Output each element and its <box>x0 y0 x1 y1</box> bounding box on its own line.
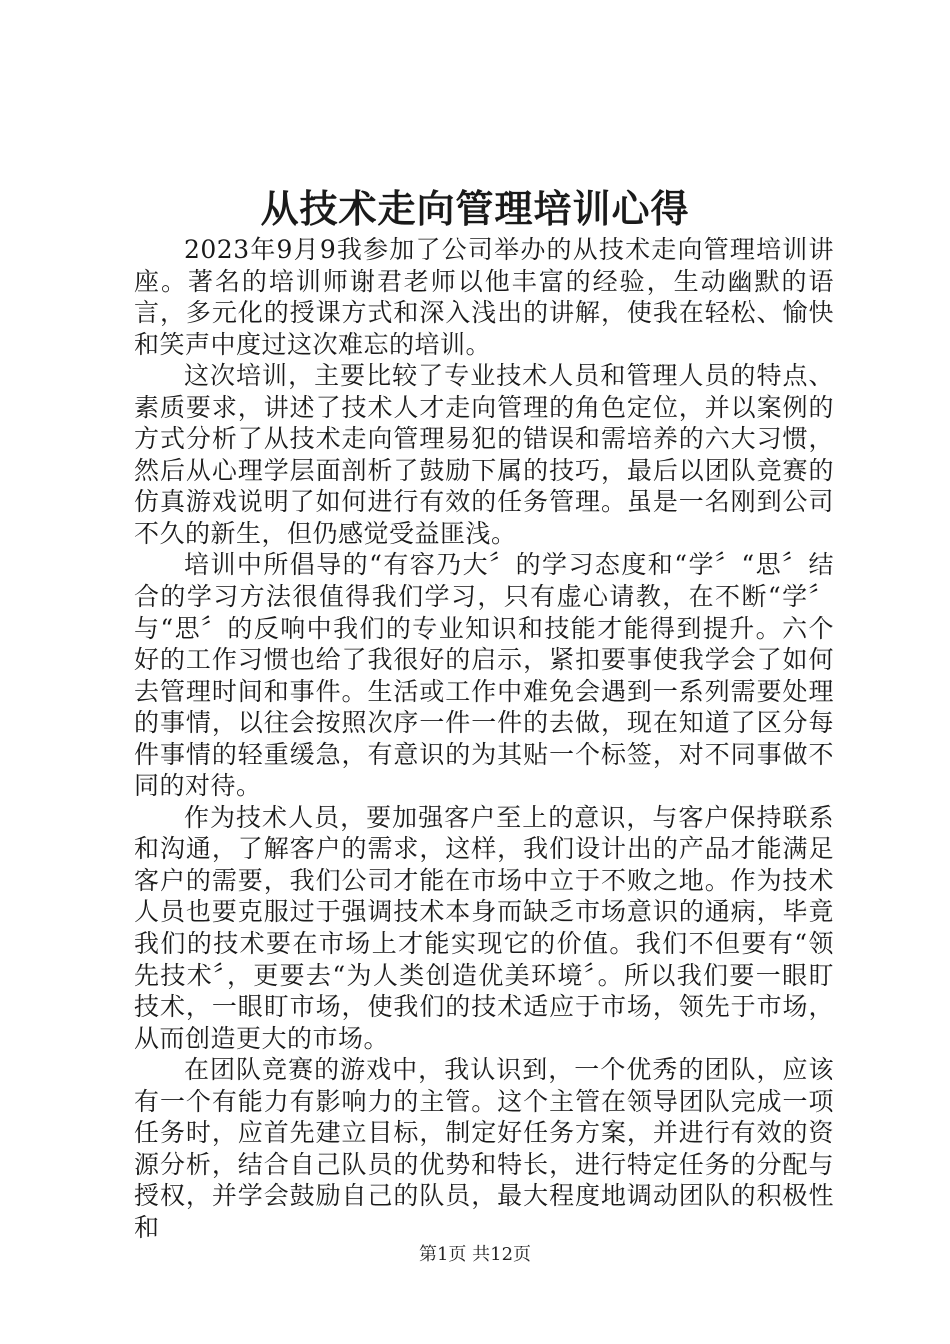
page-title: 从技术走向管理培训心得 <box>260 186 690 231</box>
paragraph: 培训中所倡导的“有容乃大〞的学习态度和“学〞“思〞结合的学习方法很值得我们学习，只有虚心请教，在不断“学〞与“思〞的反响中我们的专业知识和技能才能得到提升。六个好的工作习惯也给了我很好的启示，紧扣要事使我学会了如何去管理时间和事件。生活或工作中难免会遇到一系列需要处理的事情，以往会按照次序一件一件的去做，现在知道了区分每件事情的轻重缓急，有意识的为其贴一个标签，对不同事做不同的对待。 <box>134 550 834 801</box>
paragraph: 这次培训，主要比较了专业技术人员和管理人员的特点、素质要求，讲述了技术人才走向管理的角色定位，并以案例的方式分析了从技术走向管理易犯的错误和需培养的六大习惯，然后从心理学层面剖析了鼓励下属的技巧，最后以团队竞赛的仿真游戏说明了如何进行有效的任务管理。虽是一名刚到公司不久的新生，但仍感觉受益匪浅。 <box>134 361 834 548</box>
paragraph: 2023年9月9我参加了公司举办的从技术走向管理培训讲座。著名的培训师谢君老师以他丰富的经验，生动幽默的语言，多元化的授课方式和深入浅出的讲解，使我在轻松、愉快和笑声中度过这次难忘的培训。 <box>134 235 834 359</box>
document-body <box>134 234 834 1244</box>
paragraph: 作为技术人员，要加强客户至上的意识，与客户保持联系和沟通，了解客户的需求，这样，我们设计出的产品才能满足客户的需要，我们公司才能在市场中立于不败之地。作为技术人员也要克服过于强调技术本身而缺乏市场意识的通病，毕竟我们的技术要在市场上才能实现它的价值。我们不但要有“领先技术〞，更要去“为人类创造优美环境〞。所以我们要一眼盯技术，一眼盯市场，使我们的技术适应于市场，领先于市场，从而创造更大的市场。 <box>134 802 834 1053</box>
page-number: 第1页 共12页 <box>418 1244 532 1265</box>
paragraph: 在团队竞赛的游戏中，我认识到，一个优秀的团队，应该有一个有能力有影响力的主管。这个主管在领导团队完成一项任务时，应首先建立目标，制定好任务方案，并进行有效的资源分析，结合自己队员的优势和特长，进行特定任务的分配与授权，并学会鼓励自己的队员，最大程度地调动团队的积极性和 <box>134 1055 834 1242</box>
